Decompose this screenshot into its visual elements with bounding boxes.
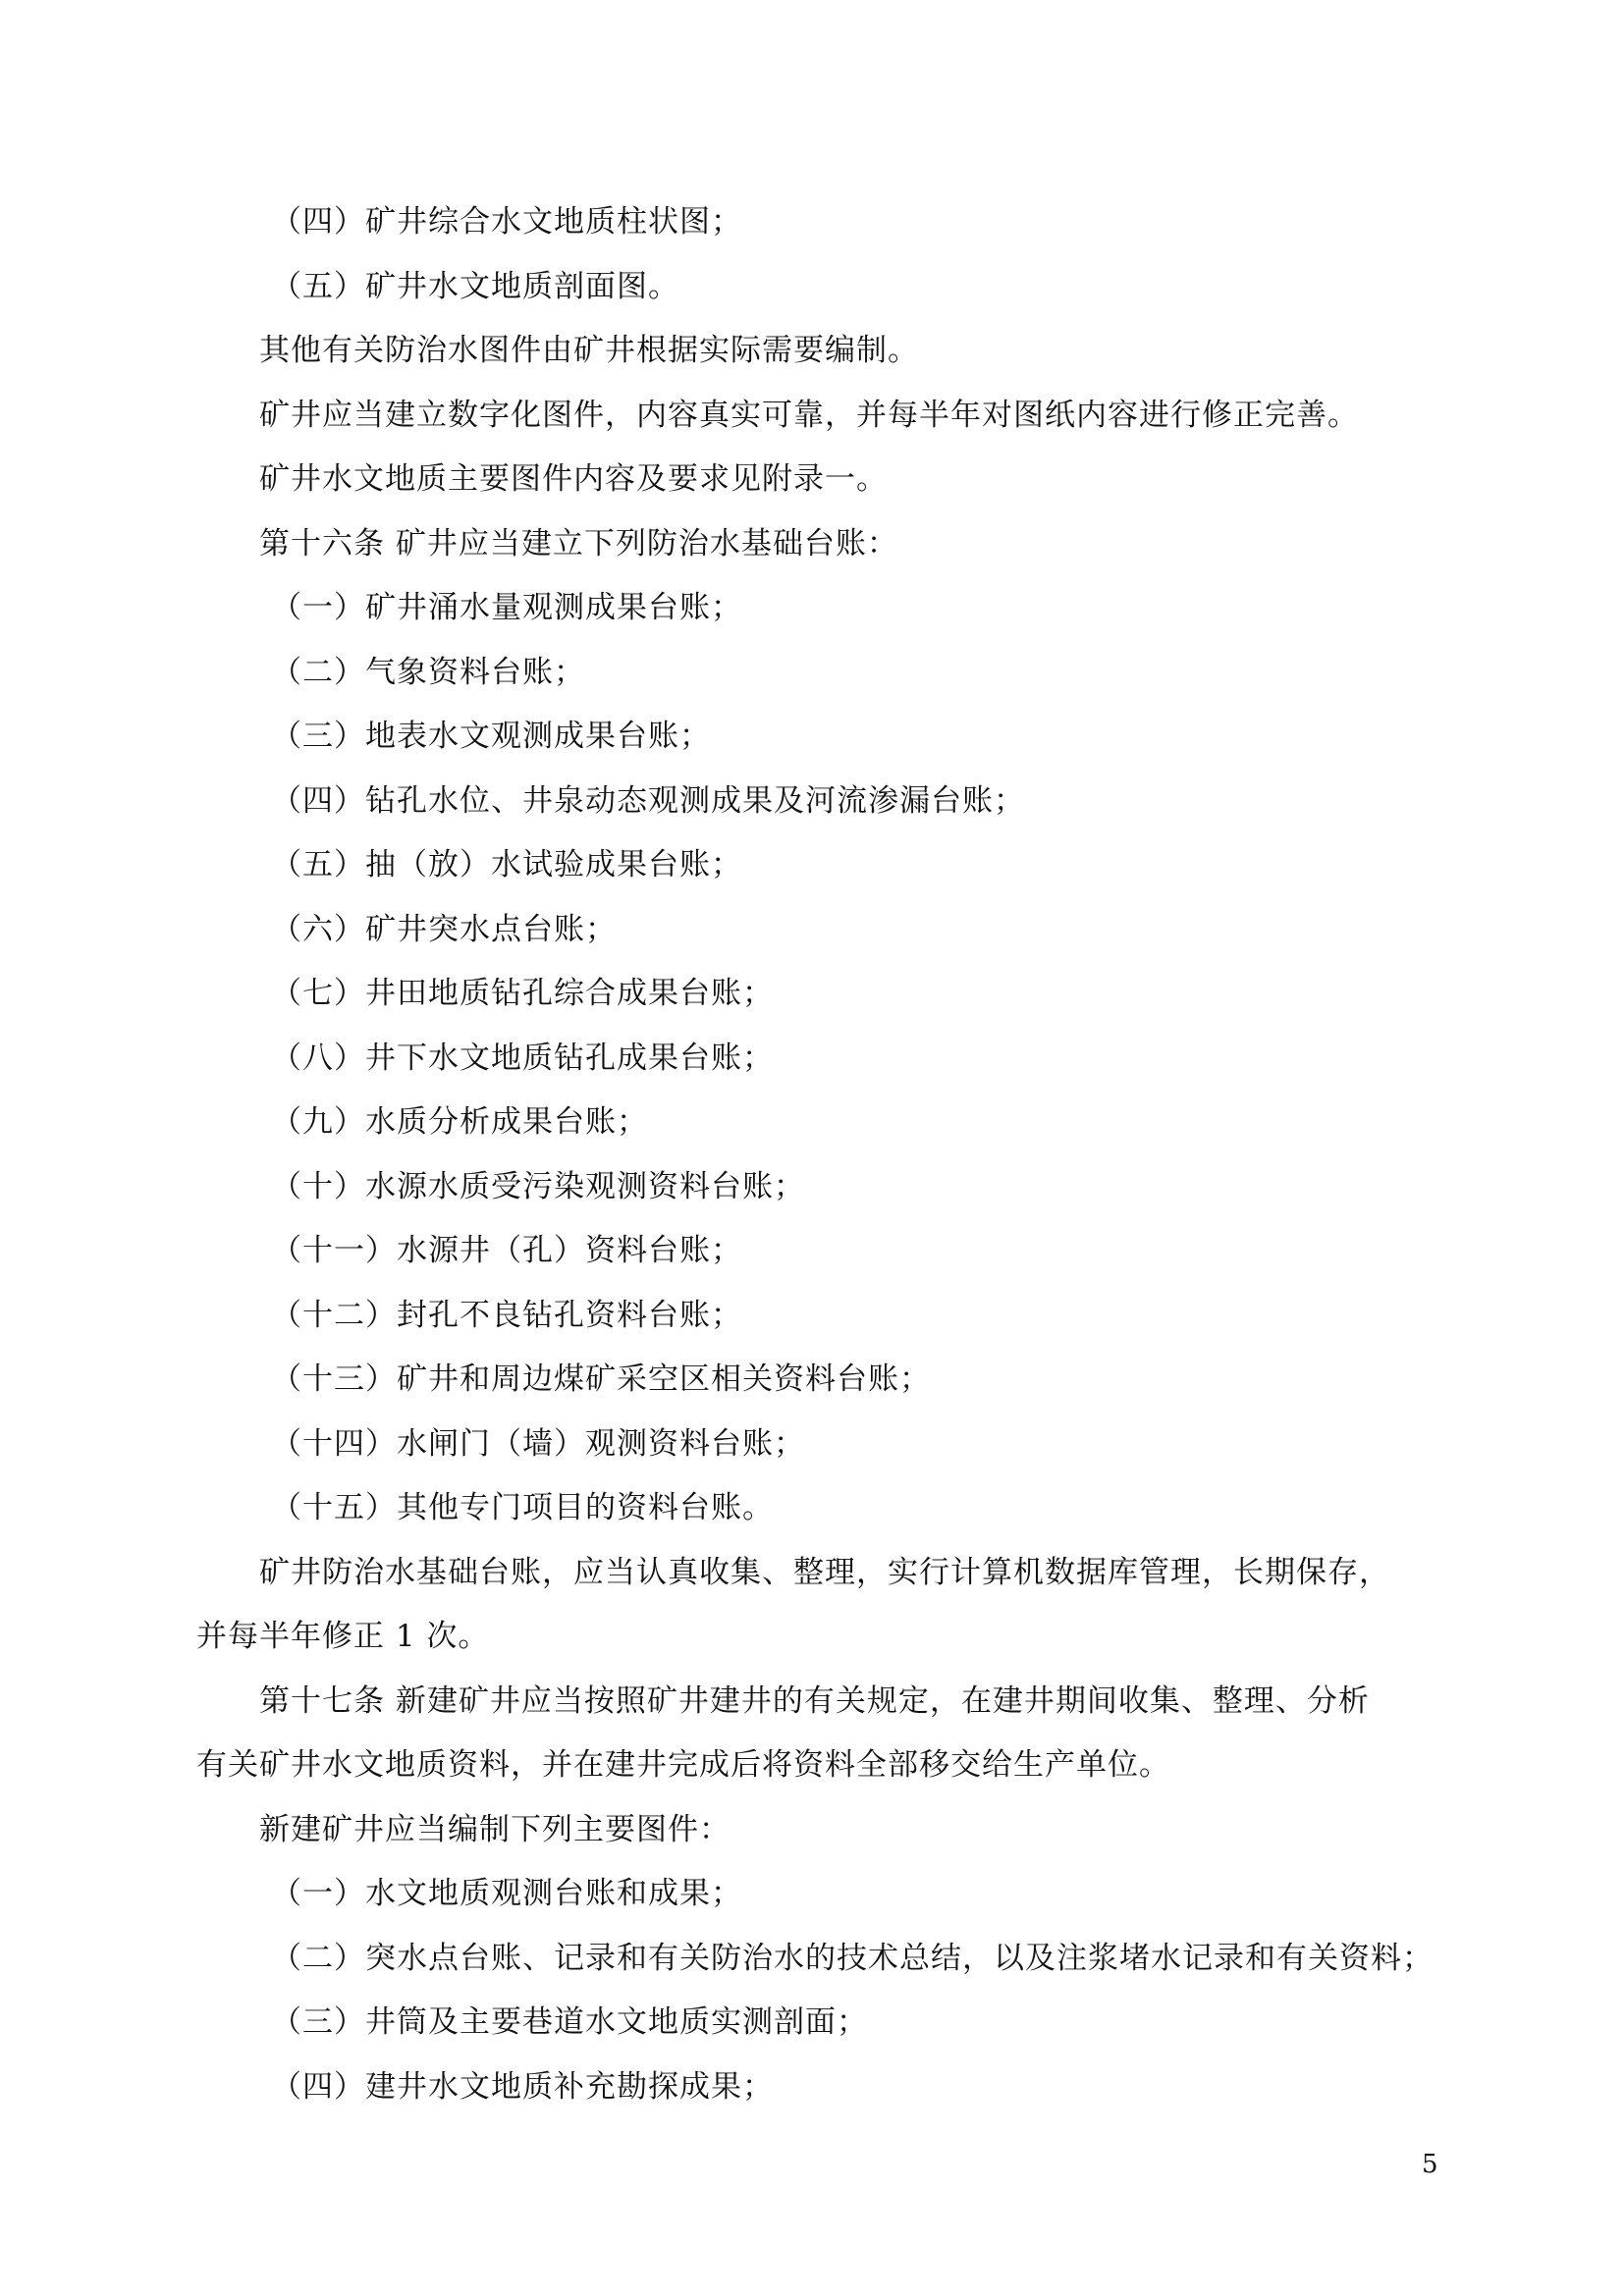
list-item: （十二）封孔不良钻孔资料台账； <box>271 1297 742 1333</box>
list-item: （八）井下水文地质钻孔成果台账； <box>271 1040 774 1076</box>
list-item: （三）地表水文观测成果台账； <box>271 719 711 754</box>
paragraph-line: 有关矿井水文地质资料，并在建井完成后将资料全部移交给生产单位。 <box>196 1747 1170 1783</box>
paragraph-line: 矿井防治水基础台账，应当认真收集、整理，实行计算机数据库管理，长期保存， <box>259 1554 1390 1590</box>
list-item: （十三）矿井和周边煤矿采空区相关资料台账； <box>271 1362 931 1397</box>
list-item: （四）矿井综合水文地质柱状图； <box>271 204 742 240</box>
list-item: （四）建井水文地质补充勘探成果； <box>271 2068 774 2105</box>
list-item: （九）水质分析成果台账； <box>271 1104 648 1140</box>
list-item: （二）气象资料台账； <box>271 654 585 690</box>
list-item: （二）突水点台账、记录和有关防治水的技术总结，以及注浆堵水记录和有关资料； <box>271 1940 1434 1976</box>
list-item: （十五）其他专门项目的资料台账。 <box>271 1490 774 1525</box>
paragraph-line: 矿井水文地质主要图件内容及要求见附录一。 <box>259 461 888 497</box>
paragraph-line: 第十七条 新建矿井应当按照矿井建井的有关规定，在建井期间收集、整理、分析 <box>259 1682 1370 1719</box>
paragraph-line: 新建矿井应当编制下列主要图件： <box>259 1811 731 1847</box>
list-item: （三）井筒及主要巷道水文地质实测剖面； <box>271 2004 868 2040</box>
list-item: （七）井田地质钻孔综合成果台账； <box>271 976 774 1011</box>
document-body <box>196 190 1435 2119</box>
list-item: （五）矿井水文地质剖面图。 <box>271 268 679 304</box>
paragraph-line: 第十六条 矿井应当建立下列防治水基础台账： <box>259 525 898 561</box>
list-item: （十四）水闸门（墙）观测资料台账； <box>271 1425 805 1462</box>
list-item: （十一）水源井（孔）资料台账； <box>271 1233 742 1268</box>
list-item: （四）钻孔水位、井泉动态观测成果及河流渗漏台账； <box>271 782 1025 819</box>
list-item: （五）抽（放）水试验成果台账； <box>271 847 742 882</box>
paragraph-line: 并每半年修正 1 次。 <box>196 1619 490 1654</box>
list-item: （六）矿井突水点台账； <box>271 911 617 947</box>
list-item: （一）水文地质观测台账和成果； <box>271 1876 742 1911</box>
paragraph-line: 矿井应当建立数字化图件，内容真实可靠，并每半年对图纸内容进行修正完善。 <box>259 397 1359 433</box>
list-item: （十）水源水质受污染观测资料台账； <box>271 1168 805 1204</box>
page-number: 5 <box>1422 2150 1438 2179</box>
paragraph-line: 其他有关防治水图件由矿井根据实际需要编制。 <box>259 333 919 368</box>
list-item: （一）矿井涌水量观测成果台账； <box>271 590 742 625</box>
